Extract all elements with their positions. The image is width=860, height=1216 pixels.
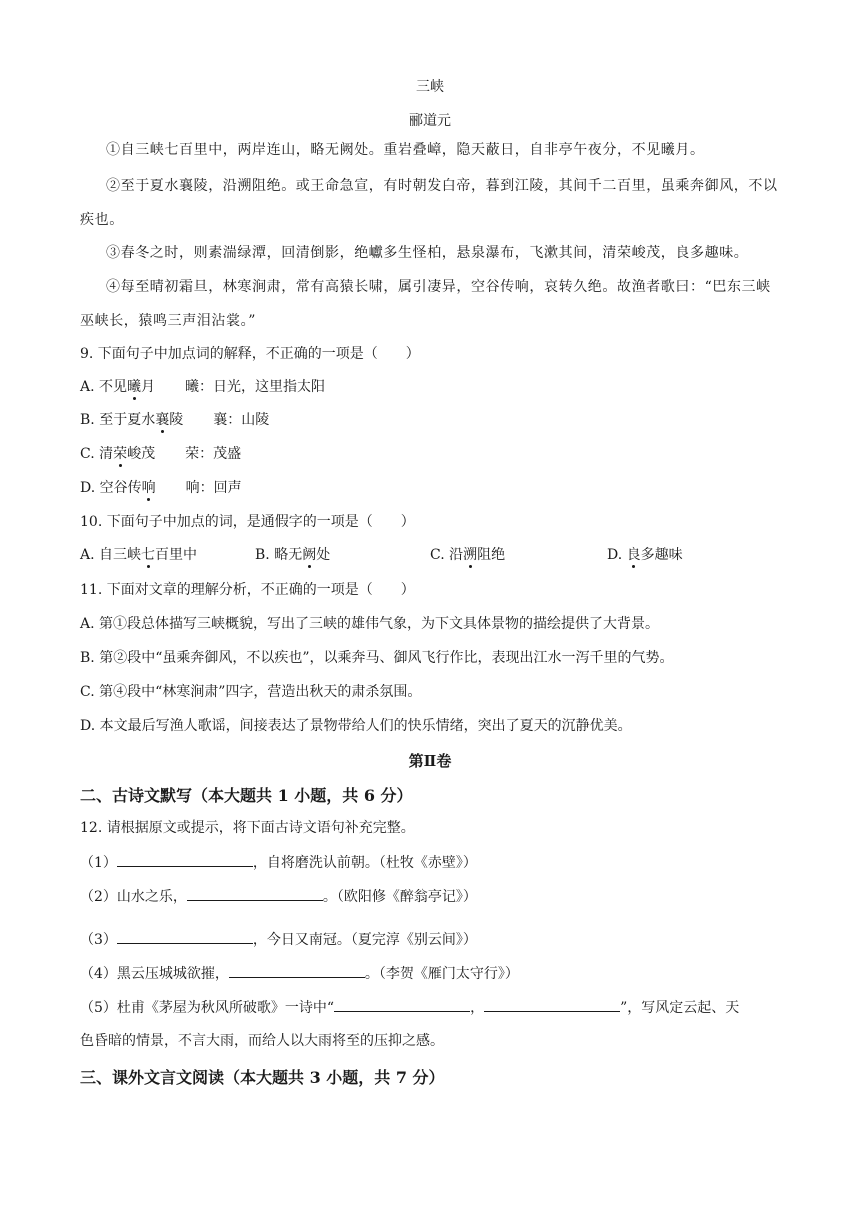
q10-option-b: B. 略无阙处 — [255, 547, 331, 563]
poem-paragraph-4: ④每至晴初霜旦，林寒涧肃，常有高猿长啸，属引凄异，空谷传响，哀转久绝。故渔者歌曰：“巴东三峡巫峡长，猿鸣三声泪沾裳。” — [80, 279, 771, 329]
answer-blank — [484, 997, 620, 1012]
q11-stem: 11. 下面对文章的理解分析，不正确的一项是（ ） — [80, 582, 415, 598]
q10-option-c: C. 沿溯阻绝 — [430, 547, 506, 563]
q12-stem: 12. 请根据原文或提示，将下面古诗文语句补充完整。 — [80, 820, 415, 836]
answer-blank — [187, 886, 323, 901]
answer-blank — [229, 963, 365, 978]
answer-blank — [117, 929, 253, 944]
q11-option-d: D. 本文最后写渔人歌谣，间接表达了景物带给人们的快乐情绪，突出了夏天的沉静优美。 — [80, 718, 632, 734]
q11-option-b: B. 第②段中“虽乘奔御风，不以疾也”，以乘奔马、御风飞行作比，表现出江水一泻千里的气势。 — [80, 650, 674, 666]
answer-blank — [117, 852, 253, 867]
q12-item-3: （3） ，今日又南冠。（夏完淳《别云间》） — [80, 929, 800, 950]
q12-item-2: （2）山水之乐， 。（欧阳修《醉翁亭记》） — [80, 886, 800, 907]
q9-option-a: A. 不见曦月 曦：日光，这里指太阳 — [80, 379, 326, 395]
q10-option-a: A. 自三峡七百里中 — [80, 547, 198, 563]
q11-option-c: C. 第④段中“林寒涧肃”四字，营造出秋天的肃杀氛围。 — [80, 684, 422, 700]
q12-item-5: （5）杜甫《茅屋为秋风所破歌》一诗中“ ， ”，写风定云起、天 — [80, 997, 800, 1018]
poem-paragraph-1: ①自三峡七百里中，两岸连山，略无阙处。重岩叠嶂，隐天蔽日，自非亭午夜分，不见曦月。 — [106, 142, 705, 158]
q12-item-5-continued: 色昏暗的情景，不言大雨，而给人以大雨将至的压抑之感。 — [80, 1033, 444, 1049]
section-three-heading: 三、课外文言文阅读（本大题共 3 小题，共 7 分） — [80, 1068, 445, 1087]
q12-item-4: （4）黑云压城城欲摧， 。（李贺《雁门太守行》） — [80, 963, 800, 984]
section-two-heading: 二、古诗文默写（本大题共 1 小题，共 6 分） — [80, 786, 413, 805]
poem-author: 郦道元 — [409, 113, 451, 129]
q11-option-a: A. 第①段总体描写三峡概貌，写出了三峡的雄伟气象，为下文具体景物的描绘提供了大背景。 — [80, 616, 660, 632]
q9-stem: 9. 下面句子中加点词的解释，不正确的一项是（ ） — [80, 346, 420, 362]
q10-option-d: D. 良多趣味 — [607, 547, 683, 563]
q9-option-c: C. 清荣峻茂 荣：茂盛 — [80, 446, 242, 462]
part-two-heading: 第Ⅱ卷 — [408, 752, 452, 770]
poem-paragraph-2: ②至于夏水襄陵，沿溯阻绝。或王命急宣，有时朝发白帝，暮到江陵，其间千二百里，虽乘奔御风，不以疾也。 — [80, 178, 778, 228]
q9-option-b: B. 至于夏水襄陵 襄：山陵 — [80, 412, 270, 428]
q10-stem: 10. 下面句子中加点的词，是通假字的一项是（ ） — [80, 514, 415, 530]
poem-paragraph-3: ③春冬之时，则素湍绿潭，回清倒影，绝巘多生怪柏，悬泉瀑布，飞漱其间，清荣峻茂，良多趣味。 — [106, 245, 749, 261]
q9-option-d: D. 空谷传响 响：回声 — [80, 480, 242, 496]
poem-title: 三峡 — [416, 79, 444, 95]
q12-item-1: （1） ，自将磨洗认前朝。（杜牧《赤壁》） — [80, 852, 800, 873]
answer-blank — [334, 997, 470, 1012]
